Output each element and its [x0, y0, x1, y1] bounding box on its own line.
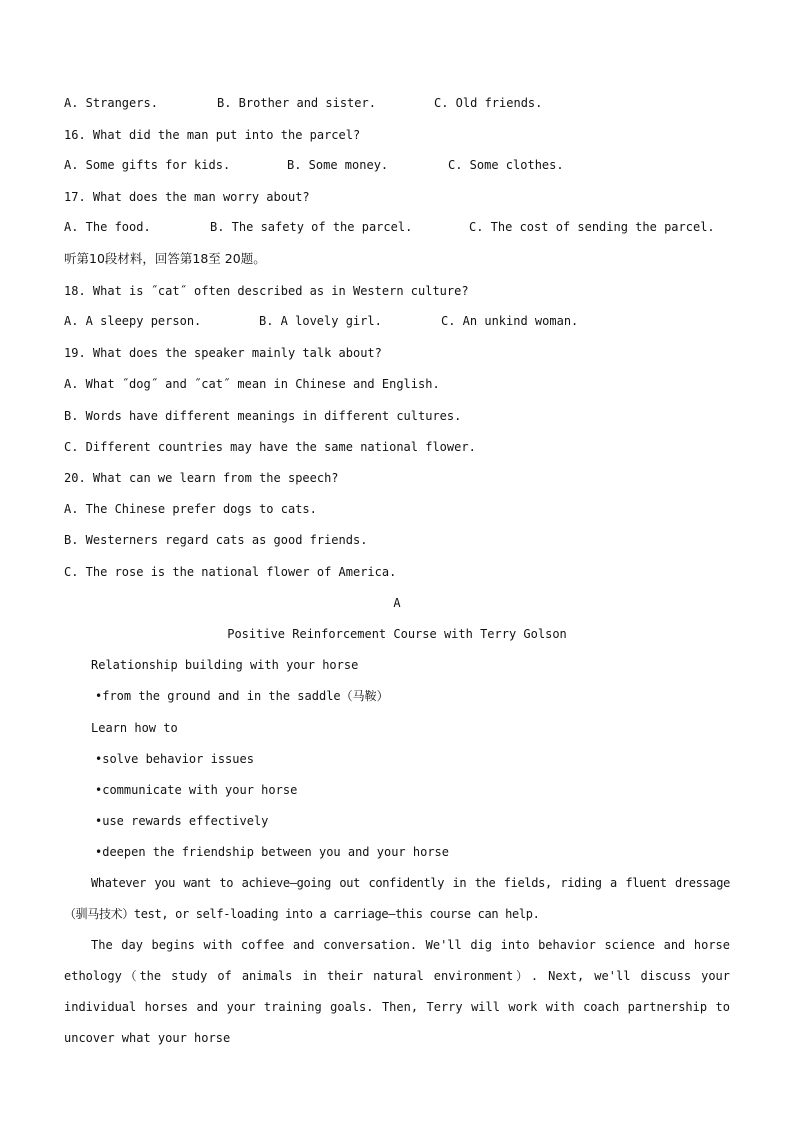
paragraph-achieve: Whatever you want to achieve—going out confidently in the fields, riding a fluent dressage（驯马技术）test, or self-loading into a carriage—this course can help. — [64, 876, 730, 921]
q20-question: 20. What can we learn from the speech? — [64, 471, 339, 485]
q18-option-a: A. A sleepy person. — [64, 314, 202, 328]
q17-option-c: C. The cost of sending the parcel. — [469, 220, 715, 234]
section-heading: 听第10段材料，回答第18至 20题。 — [64, 251, 266, 266]
paragraph-day-begins: The day begins with coffee and conversation. We'll dig into behavior science and horse ethology（the study of animals in their natural environment）. Next, we'll discuss your individual horses and your training goals. Then, Terry will work with coach partnership to uncover what your horse — [64, 938, 730, 1045]
q16-option-c: C. Some clothes. — [448, 158, 564, 172]
q19-question: 19. What does the speaker mainly talk about? — [64, 346, 382, 360]
q17-option-b: B. The safety of the parcel. — [210, 220, 413, 234]
bullet-ground-saddle: •from the ground and in the saddle（马鞍） — [95, 689, 389, 703]
q18-question: 18. What is ˝cat˝ often described as in Western culture? — [64, 284, 469, 298]
q16-question: 16. What did the man put into the parcel? — [64, 128, 361, 142]
q19-option-b: B. Words have different meanings in different cultures. — [64, 409, 462, 423]
bullet-item: •deepen the friendship between you and your horse — [95, 845, 450, 859]
q20-option-c: C. The rose is the national flower of America. — [64, 565, 397, 579]
q15-option-c: C. Old friends. — [434, 96, 543, 110]
learn-how-heading: Learn how to — [91, 721, 178, 735]
bullet-item: •communicate with your horse — [95, 783, 298, 797]
q16-option-a: A. Some gifts for kids. — [64, 158, 231, 172]
q15-option-a: A. Strangers. — [64, 96, 158, 110]
q19-option-c: C. Different countries may have the same national flower. — [64, 440, 476, 454]
q19-option-a: A. What ˝dog˝ and ˝cat˝ mean in Chinese and English. — [64, 377, 440, 391]
q20-option-a: A. The Chinese prefer dogs to cats. — [64, 502, 317, 516]
relationship-heading: Relationship building with your horse — [91, 658, 359, 672]
bullet-item: •use rewards effectively — [95, 814, 269, 828]
q17-question: 17. What does the man worry about? — [64, 190, 310, 204]
passage-label: A — [393, 596, 401, 610]
passage-title: Positive Reinforcement Course with Terry Golson — [227, 627, 567, 641]
q16-option-b: B. Some money. — [287, 158, 389, 172]
q18-option-c: C. An unkind woman. — [441, 314, 579, 328]
q20-option-b: B. Westerners regard cats as good friends. — [64, 533, 368, 547]
q17-option-a: A. The food. — [64, 220, 151, 234]
q15-option-b: B. Brother and sister. — [217, 96, 376, 110]
q18-option-b: B. A lovely girl. — [259, 314, 382, 328]
bullet-item: •solve behavior issues — [95, 752, 254, 766]
